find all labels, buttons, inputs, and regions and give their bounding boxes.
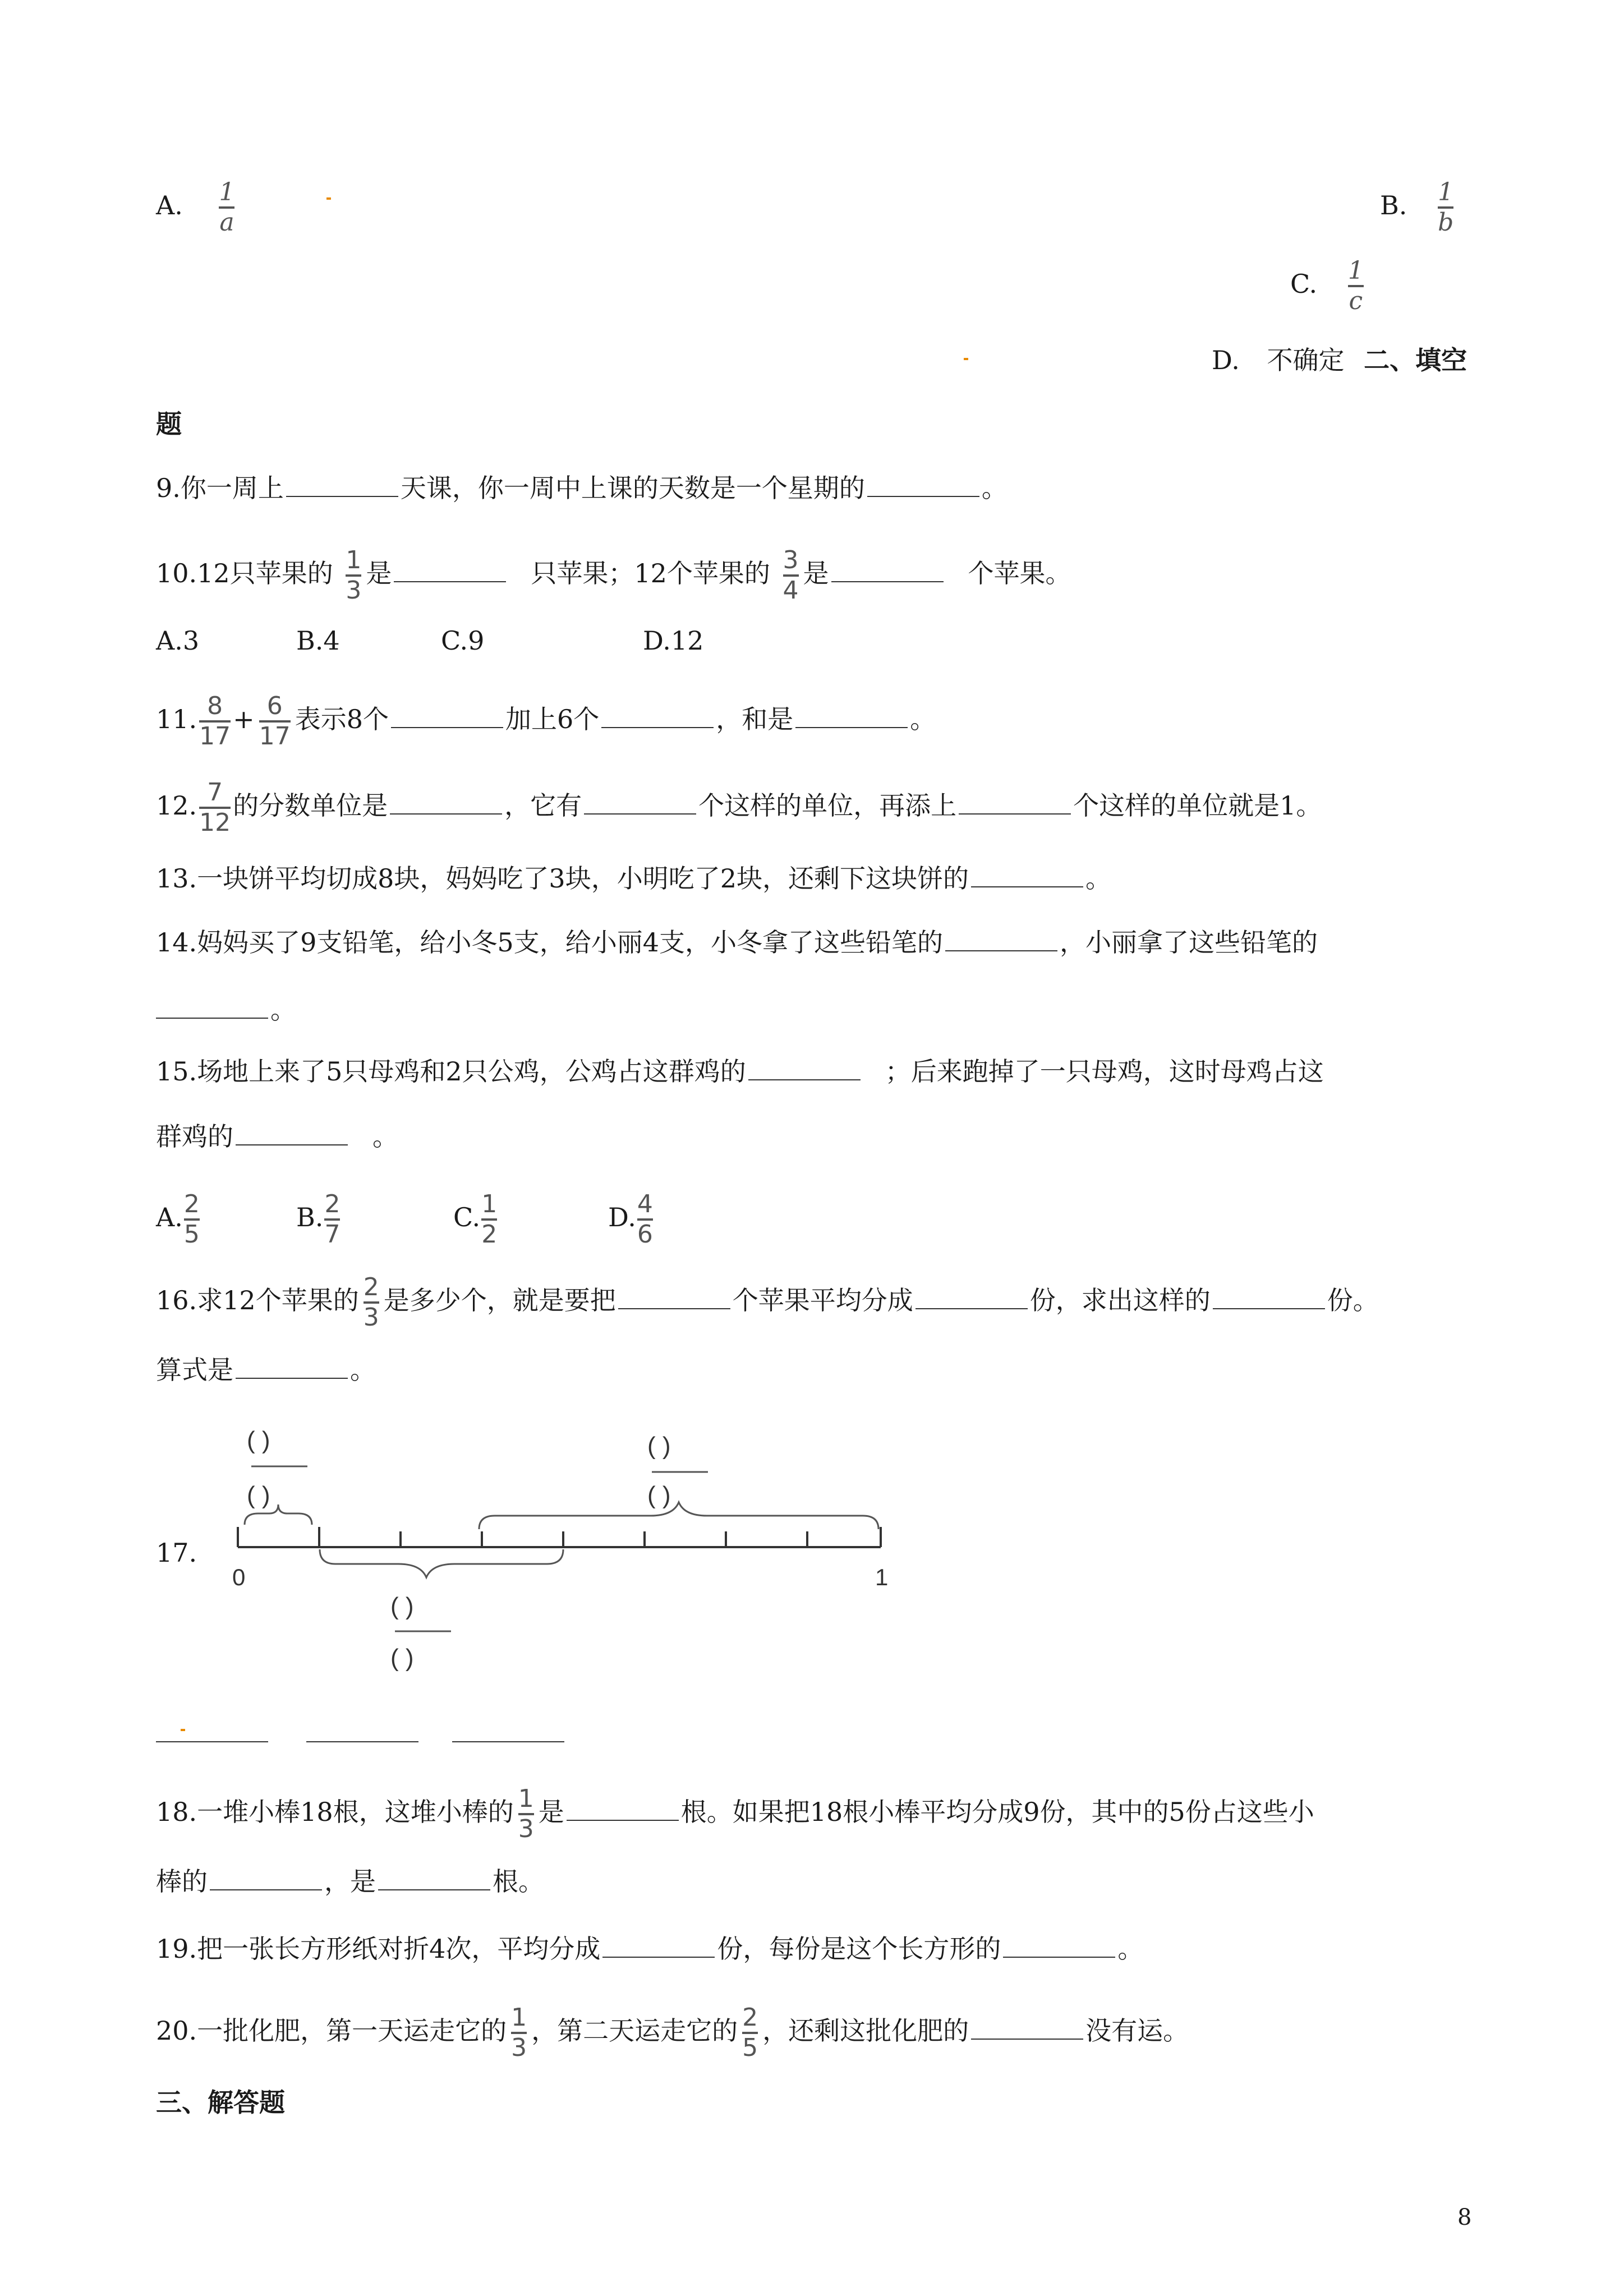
blank-denominator: ( ) [247,1481,270,1509]
answer-blank[interactable] [210,1867,322,1890]
orange-mark [964,358,968,360]
question-18-cont: 棒的 ，是 根。 [156,1866,544,1897]
option-a-fraction: $\frac{1}{a}$ [219,178,235,237]
answer-blank[interactable] [602,1934,715,1958]
answer-blank[interactable] [391,705,503,728]
section2-title-cont: 题 [156,409,182,439]
option-a-letter: A. [156,190,183,220]
blank-numerator: ( ) [390,1593,414,1620]
answer-blank[interactable] [618,1286,730,1309]
fraction: $\frac{2}{5}$ [742,2003,758,2062]
answer-blank[interactable] [286,473,398,497]
number-line-diagram [213,1414,909,1694]
option: C.9 [441,625,485,656]
question-16: 16.求12个苹果的 $\frac{2}{3}$ 是多少个，就是要把 个苹果平均分成 份，求出这样的 份。 [156,1273,1379,1332]
fraction: $\frac{8}{17}$ [199,692,231,751]
option-d [1212,343,1467,377]
option: A.3 [156,625,200,656]
option: C. $\frac{1}{2}$ [453,1190,498,1249]
question-11: 11. $\frac{8}{17}$ + $\frac{6}{17}$ 表示8个 加上6个 ，和是 。 [156,692,936,751]
answer-blank[interactable] [306,1741,418,1742]
option: B. $\frac{2}{7}$ [296,1190,341,1249]
answer-blank[interactable] [390,791,502,815]
option-c-letter: C. [1290,269,1318,299]
blank-denominator: ( ) [390,1644,414,1672]
answer-blank[interactable] [971,2016,1083,2040]
option-c-fraction: $\frac{1}{c}$ [1347,256,1364,315]
fraction: $\frac{2}{3}$ [363,1273,379,1332]
answer-blank[interactable] [156,1741,268,1742]
answer-blank[interactable] [378,1867,490,1890]
answer-blank[interactable] [394,559,506,582]
answer-blank[interactable] [959,791,1071,815]
answer-blank[interactable] [156,995,268,1019]
question-18: 18.一堆小棒18根，这堆小棒的 $\frac{1}{3}$ 是 根。如果把18根小棒平均分成9份，其中的5份占这些小 [156,1784,1314,1843]
fraction: $\frac{6}{17}$ [259,692,291,751]
fraction: $\frac{1}{3}$ [518,1784,534,1843]
answer-blank[interactable] [236,1355,348,1379]
question-15-cont: 群鸡的 。 [156,1121,398,1152]
answer-blank[interactable] [452,1741,564,1742]
option-b-fraction: $\frac{1}{b}$ [1438,178,1454,237]
question-10-options [156,624,703,657]
brace-right [479,1502,878,1529]
option: D. $\frac{4}{6}$ [608,1190,653,1249]
fraction: $\frac{3}{4}$ [783,546,799,605]
section2-title: 二、填空 [1364,345,1467,375]
section3-title: 三、解答题 [156,2087,285,2118]
fraction: $\frac{7}{12}$ [199,778,231,837]
option-d-letter: D. [1212,345,1240,375]
option: A. $\frac{2}{5}$ [156,1190,200,1249]
question-16-cont: 算式是 。 [156,1355,376,1385]
option: B.4 [296,625,340,656]
question-9: 9.你一周上 天课，你一周中上课的天数是一个星期的 。 [156,473,1007,503]
fraction: $\frac{1}{3}$ [346,546,362,605]
question-19: 19.把一张长方形纸对折4次，平均分成 份，每份是这个长方形的 。 [156,1934,1144,1964]
brace-bottom [320,1549,563,1577]
answer-blank[interactable] [1003,1934,1115,1958]
orange-mark [326,197,331,200]
answer-blank[interactable] [867,473,979,497]
option-c [1290,258,1368,314]
option-b-letter: B. [1380,190,1407,220]
fraction: $\frac{1}{3}$ [511,2003,527,2062]
question-20: 20.一批化肥，第一天运走它的 $\frac{1}{3}$ ，第二天运走它的 $\frac{2}{5}$ ，还剩这批化肥的 没有运。 [156,2003,1189,2062]
answer-blank[interactable] [795,705,908,728]
answer-blank[interactable] [945,928,1057,951]
option: D.12 [643,625,704,656]
question-17-label: 17. [156,1538,197,1568]
answer-blank[interactable] [831,559,944,582]
question-15: 15.场地上来了5只母鸡和2只公鸡，公鸡占这群鸡的 ；后来跑掉了一只母鸡，这时母鸡占这 [156,1056,1324,1087]
answer-blank[interactable] [567,1797,679,1821]
label-zero: 0 [232,1564,246,1590]
question-12: 12. $\frac{7}{12}$ 的分数单位是 ，它有 个这样的单位，再添上 个这样的单位就是1。 [156,778,1322,837]
answer-blank[interactable] [236,1122,348,1145]
option-d-text: 不确定 [1267,345,1345,375]
option-a [156,180,239,236]
blank-numerator: ( ) [247,1427,270,1454]
question-13: 13.一块饼平均切成8块，妈妈吃了3块，小明吃了2块，还剩下这块饼的 。 [156,863,1111,894]
blank-denominator: ( ) [647,1481,671,1509]
option-b [1380,180,1458,236]
answer-blank[interactable] [1213,1286,1325,1309]
answer-blank[interactable] [915,1286,1028,1309]
question-15-options [156,1191,654,1248]
answer-blank[interactable] [601,705,714,728]
blank-numerator: ( ) [647,1432,671,1460]
question-10: 10.12只苹果的 $\frac{1}{3}$ 是 只苹果；12个苹果的 $\frac{3}{4}$ 是 个苹果。 [156,546,1071,605]
orange-mark [181,1729,185,1731]
page-number: 8 [1457,2205,1472,2230]
answer-blank[interactable] [748,1057,861,1080]
label-one: 1 [875,1564,889,1590]
question-14: 14.妈妈买了9支铅笔，给小冬5支，给小丽4支，小冬拿了这些铅笔的 ，小丽拿了这些铅笔的 [156,927,1318,958]
question-14-cont: 。 [156,993,296,1027]
answer-blank[interactable] [971,864,1083,887]
answer-blank[interactable] [584,791,696,815]
